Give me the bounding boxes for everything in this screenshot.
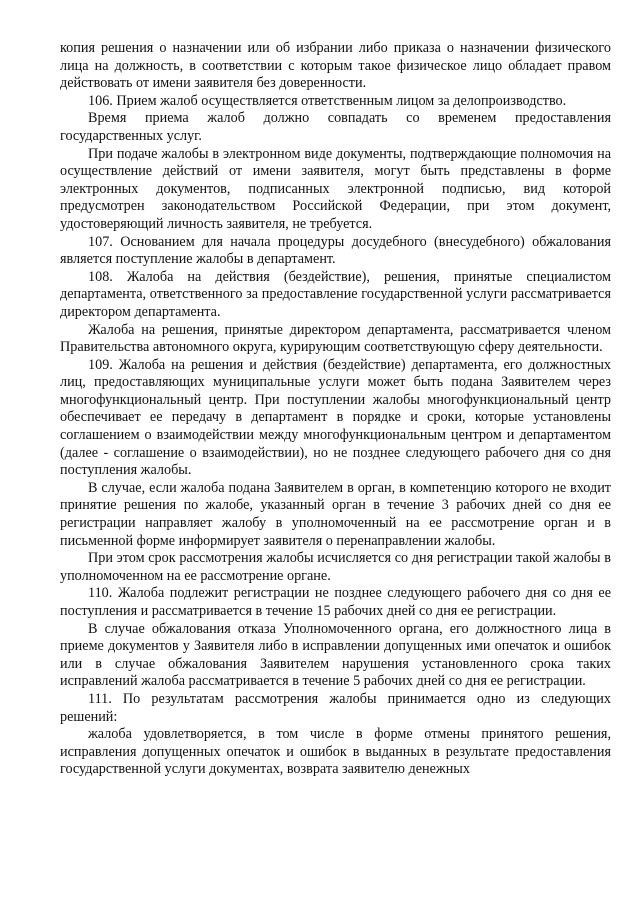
document-page — [60, 40, 611, 779]
paragraph-11: 110. Жалоба подлежит регистрации не позднее следующего рабочего дня со дня ее поступления и рассматривается в течение 15 рабочих дней со дня ее регистрации. — [60, 585, 611, 619]
paragraph-5: 107. Основанием для начала процедуры досудебного (внесудебного) обжалования является поступление жалобы в департамент. — [60, 233, 611, 268]
paragraph-10: При этом срок рассмотрения жалобы исчисляется со дня регистрации такой жалобы в уполномоченном на ее рассмотрение органе. — [60, 550, 611, 584]
paragraph-9: В случае, если жалоба подана Заявителем в орган, в компетенцию которого не входит принятие решения по жалобе, указанный орган в течение 3 рабочих дней со дня ее регистрации направляет жалобу в уполномоченный на ее рассмотрение орган и в письменной форме информирует заявителя о перенаправлении жалобы. — [60, 479, 611, 549]
paragraph-8: 109. Жалоба на решения и действия (бездействие) департамента, его должностных лиц, предоставляющих муниципальные услуги может быть подана Заявителем через многофункциональный центр. При поступлении жалобы многофункциональный центр обеспечивает ее передачу в департамент в порядке и сроки, которые установлены соглашением о взаимодействии между многофункциональным центром и департаментом (далее - соглашение о взаимодействии), но не позднее следующего рабочего дня со дня поступления жалобы. — [60, 356, 611, 479]
paragraph-14: жалоба удовлетворяется, в том числе в форме отмены принятого решения, исправления допущенных опечаток и ошибок в выданных в результате предоставления государственной услуги документах, возврата заявителю денежных — [60, 726, 611, 778]
paragraph-12: В случае обжалования отказа Уполномоченного органа, его должностного лица в приеме документов у Заявителя либо в исправлении допущенных ими опечаток и ошибок или в случае обжалования Заявителем нарушения установленного срока таких исправлений жалоба рассматривается в течение 5 рабочих дней со дня ее регистрации. — [60, 620, 611, 690]
paragraph-13: 111. По результатам рассмотрения жалобы принимается одно из следующих решений: — [60, 690, 611, 725]
paragraph-6: 108. Жалоба на действия (бездействие), решения, принятые специалистом департамента, ответственного за предоставление государственной услуги рассматривается директором департамента. — [60, 268, 611, 320]
paragraph-7: Жалоба на решения, принятые директором департамента, рассматривается членом Правительства автономного округа, курирующим соответствующую сферу деятельности. — [60, 321, 611, 356]
paragraph-2: 106. Прием жалоб осуществляется ответственным лицом за делопроизводство. — [88, 92, 567, 109]
paragraph-1: копия решения о назначении или об избрании либо приказа о назначении физического лица на должность, в соответствии с которым такое физическое лицо обладает правом действовать от имени заявителя без доверенности. — [60, 40, 611, 92]
paragraph-4: При подаче жалобы в электронном виде документы, подтверждающие полномочия на осуществление действий от имени заявителя, могут быть представлены в форме электронных документов, подписанных электронной подписью, вид которой предусмотрен законодательством Российской Федерации, при этом документ, удостоверяющий личность заявителя, не требуется. — [60, 145, 611, 232]
paragraph-3: Время приема жалоб должно совпадать со временем предоставления государственных услуг. — [60, 110, 611, 144]
